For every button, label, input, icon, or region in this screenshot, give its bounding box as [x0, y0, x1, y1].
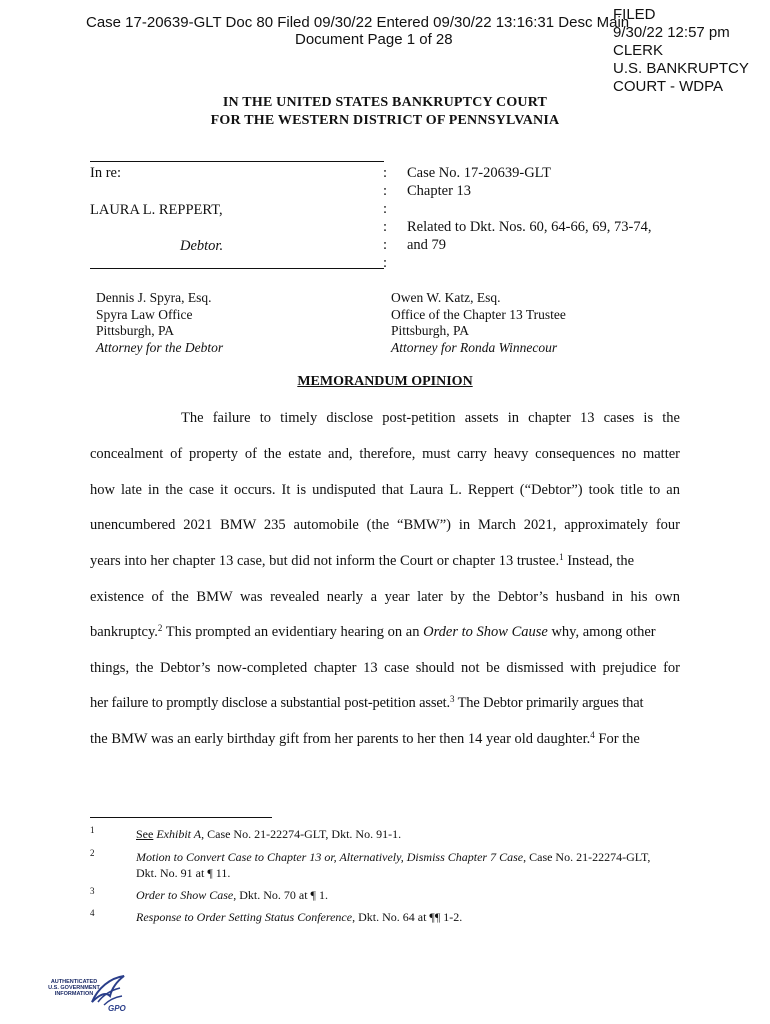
filed-stamp-line: 9/30/22 12:57 pm [613, 24, 730, 41]
body-line [90, 730, 680, 748]
gpo-logo-text: U.S. GOVERNMENT [48, 985, 100, 991]
footnote-divider [90, 817, 272, 818]
body-text: For the [594, 731, 640, 747]
caption-colon: : [383, 237, 388, 253]
body-text: her failure to promptly disclose a substantial post-petition asset. [90, 695, 451, 711]
filed-stamp-line: U.S. BANKRUPTCY [613, 60, 749, 77]
footnote-text [136, 849, 681, 881]
caption-top-rule [90, 161, 384, 162]
caption-colon: : [383, 183, 388, 199]
body-text: bankruptcy. [90, 624, 158, 640]
footnote-cite: , Dkt. No. 64 at ¶¶ 1-2. [352, 910, 463, 924]
related-docket-line1: Related to Dkt. Nos. 60, 64-66, 69, 73-74, [407, 219, 652, 235]
caption-colon: : [383, 219, 388, 235]
gpo-logo-text: AUTHENTICATED [50, 979, 98, 985]
counsel-firm: Spyra Law Office [96, 306, 193, 322]
trustee-counsel-block [391, 290, 566, 356]
caption-bottom-rule [90, 268, 384, 269]
related-docket-line2: and 79 [407, 237, 447, 253]
footnote-number: 3 [90, 886, 95, 896]
debtor-label: Debtor. [180, 238, 224, 254]
counsel-location: Pittsburgh, PA [391, 323, 470, 338]
caption-colon: : [383, 255, 388, 271]
footnote-ref: 1 [559, 552, 564, 562]
counsel-name: Owen W. Katz, Esq. [391, 290, 501, 305]
footnote-ref: 4 [590, 730, 595, 740]
body-line [90, 694, 680, 712]
body-line: how late in the case it occurs. It is undisputed that Laura L. Reppert (“Debtor”) took title to an [90, 482, 680, 498]
body-line: concealment of property of the estate and, therefore, must carry heavy consequences no matter [90, 446, 680, 462]
footnote-cite: , Dkt. No. 70 at ¶ 1. [233, 888, 328, 902]
footnote-number: 4 [90, 908, 95, 918]
eagle-icon [84, 972, 128, 1012]
body-text: years into her chapter 13 case, but did not inform the Court or chapter 13 trustee. [90, 553, 560, 569]
body-text: Instead, the [563, 553, 635, 569]
filed-stamp-line: CLERK [613, 42, 664, 59]
footnote-cite: Dkt. No. 91 at ¶ 11. [136, 866, 231, 880]
body-text: This prompted an evidentiary hearing on an [162, 624, 424, 640]
footnote-text [136, 887, 681, 903]
footnote-doc-title: Order to Show Case [136, 888, 234, 902]
order-title: Order to Show Cause [423, 624, 548, 640]
footnote-doc-title: Response to Order Setting Status Conference [136, 910, 353, 924]
debtor-counsel-block [96, 290, 223, 356]
body-text: The Debtor primarily argues that [454, 695, 644, 711]
body-line [90, 623, 680, 641]
case-number: Case No. 17-20639-GLT [407, 165, 552, 181]
footnote-doc-title: Motion to Convert Case to Chapter 13 or, Alternatively, Dismiss Chapter 7 Case [136, 850, 524, 864]
gpo-authentication-logo [44, 972, 128, 1014]
document-page-header: Document Page 1 of 28 [295, 31, 453, 48]
body-line: things, the Debtor’s now-completed chapter 13 case should not be dismissed with prejudice for [90, 660, 680, 676]
footnote-cite: , Case No. 21-22274-GLT, Dkt. No. 91-1. [201, 827, 402, 841]
gpo-mark: GPO [108, 1004, 126, 1012]
gpo-logo-text: INFORMATION [54, 991, 94, 997]
court-name-line2: FOR THE WESTERN DISTRICT OF PENNSYLVANIA [210, 113, 560, 128]
footnote-text [136, 909, 681, 925]
body-text: why, among other [547, 624, 656, 640]
counsel-role: Attorney for the Debtor [96, 339, 224, 355]
chapter-label: Chapter 13 [407, 183, 472, 199]
in-re-label: In re: [90, 165, 121, 181]
footnote-text [136, 826, 681, 842]
footnote-cite: , Case No. 21-22274-GLT, [523, 850, 651, 864]
memorandum-title: MEMORANDUM OPINION [297, 374, 473, 389]
counsel-name: Dennis J. Spyra, Esq. [96, 290, 212, 305]
court-name-line1: IN THE UNITED STATES BANKRUPTCY COURT [222, 95, 548, 110]
footnote-exhibit: Exhibit A [153, 827, 202, 841]
caption-colon: : [383, 165, 388, 181]
debtor-name: LAURA L. REPPERT, [90, 202, 223, 218]
case-header-line: Case 17-20639-GLT Doc 80 Filed 09/30/22 Entered 09/30/22 13:16:31 Desc Main [86, 14, 630, 31]
filed-stamp-line: COURT - WDPA [613, 78, 724, 95]
body-line: existence of the BMW was revealed nearly a year later by the Debtor’s husband in his own [90, 589, 680, 605]
body-text: the BMW was an early birthday gift from her parents to her then 14 year old daughter. [90, 731, 591, 747]
footnote-number: 1 [90, 825, 95, 835]
filed-stamp-line: FILED [613, 6, 656, 23]
body-line: The failure to timely disclose post-petition assets in chapter 13 cases is the [181, 410, 680, 426]
counsel-role: Attorney for Ronda Winnecour [391, 339, 558, 355]
counsel-location: Pittsburgh, PA [96, 323, 175, 338]
body-line: unencumbered 2021 BMW 235 automobile (the “BMW”) in March 2021, approximately four [90, 517, 680, 533]
footnote-ref: 2 [157, 623, 163, 633]
footnote-ref: 3 [450, 694, 455, 704]
counsel-firm: Office of the Chapter 13 Trustee [391, 306, 566, 322]
body-line [90, 552, 680, 570]
footnote-number: 2 [90, 848, 95, 858]
caption-colon: : [383, 201, 388, 217]
footnote-signal: See [136, 827, 154, 841]
